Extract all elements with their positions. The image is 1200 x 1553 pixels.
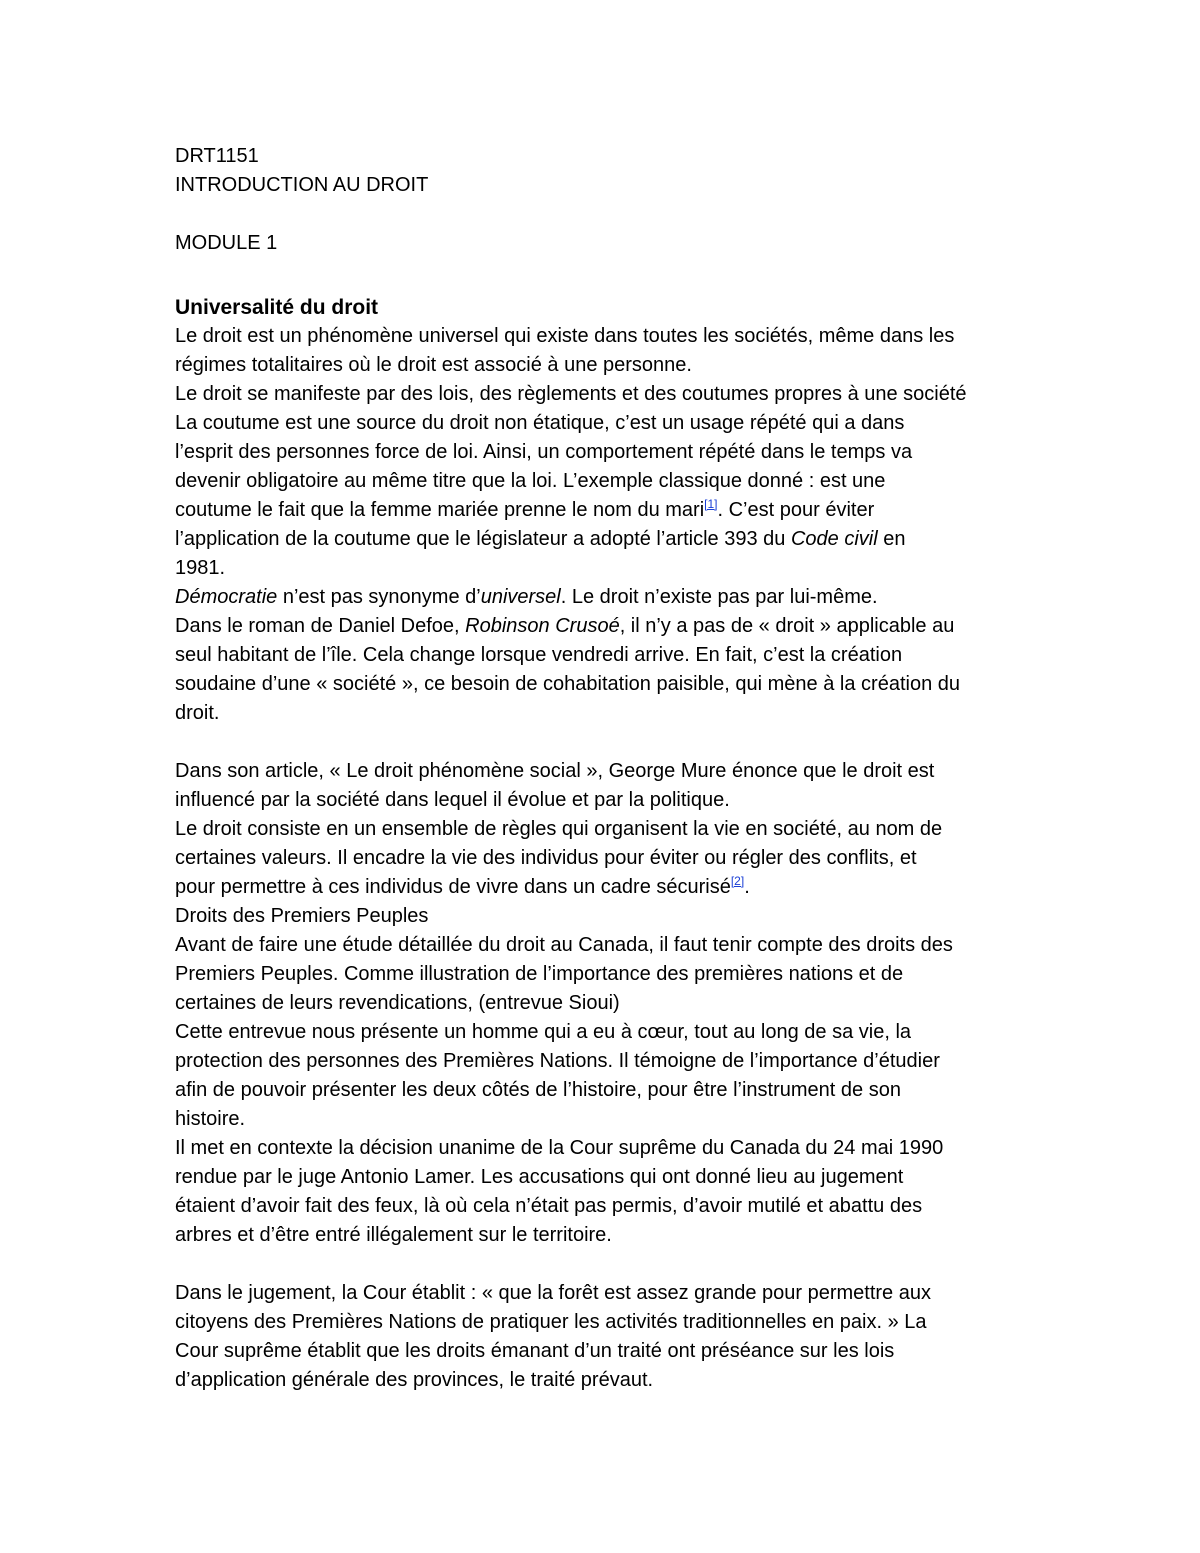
footnote-link-2[interactable]: [2] xyxy=(730,874,745,888)
text-line: Dans le jugement, la Cour établit : « que la forêt est assez grande pour permettre aux xyxy=(175,1282,931,1304)
text-line: Le droit est un phénomène universel qui existe dans toutes les sociétés, même dans les xyxy=(175,325,955,347)
text-line: arbres et d’être entré illégalement sur le territoire. xyxy=(175,1224,612,1246)
text-span: n’est pas synonyme d’ xyxy=(277,586,481,608)
text-line xyxy=(175,612,1035,641)
text-line: citoyens des Premières Nations de pratiquer les activités traditionnelles en paix. » La xyxy=(175,1311,927,1333)
text-line: certaines de leurs revendications, (entrevue Sioui) xyxy=(175,992,620,1014)
italic-democratie: Démocratie xyxy=(175,586,278,608)
text-line: soudaine d’une « société », ce besoin de cohabitation paisible, qui mène à la création du xyxy=(175,673,960,695)
text-span: Dans le roman de Daniel Defoe, xyxy=(175,615,466,637)
text-line: seul habitant de l’île. Cela change lorsque vendredi arrive. En fait, c’est la création xyxy=(175,644,903,666)
text-line: certaines valeurs. Il encadre la vie des individus pour éviter ou régler des conflits, et xyxy=(175,847,917,869)
italic-robinson-crusoe: Robinson Crusoé xyxy=(465,615,620,637)
text-span: . Le droit n’existe pas par lui-même. xyxy=(560,586,878,608)
text-span: en xyxy=(877,528,906,550)
italic-universel: universel xyxy=(480,586,561,608)
text-span: , il n’y a pas de « droit » applicable au xyxy=(619,615,955,637)
text-span: pour permettre à ces individus de vivre dans un cadre sécurisé xyxy=(175,876,731,898)
text-line: Cette entrevue nous présente un homme qui a eu à cœur, tout au long de sa vie, la xyxy=(175,1021,912,1043)
course-code: DRT1151 xyxy=(175,145,259,167)
text-span: . C’est pour éviter xyxy=(717,499,875,521)
spacer xyxy=(175,258,1035,287)
text-line: 1981. xyxy=(175,557,226,579)
text-line xyxy=(175,873,1035,902)
text-span: . xyxy=(744,876,750,898)
text-line: droit. xyxy=(175,702,220,724)
text-line: Dans son article, « Le droit phénomène social », George Mure énonce que le droit est xyxy=(175,760,935,782)
spacer xyxy=(175,200,1035,229)
text-line: influencé par la société dans lequel il évolue et par la politique. xyxy=(175,789,730,811)
text-line: La coutume est une source du droit non étatique, c’est un usage répété qui a dans xyxy=(175,412,905,434)
text-line: Avant de faire une étude détaillée du droit au Canada, il faut tenir compte des droits des xyxy=(175,934,953,956)
spacer xyxy=(175,1250,1035,1279)
body-text xyxy=(175,322,1035,1395)
footnote-link-1[interactable]: [1] xyxy=(704,497,718,511)
italic-code-civil: Code civil xyxy=(790,528,878,550)
text-span: l’application de la coutume que le législateur a adopté l’article 393 du xyxy=(175,528,791,550)
text-line xyxy=(175,583,1035,612)
text-line: Premiers Peuples. Comme illustration de l’importance des premières nations et de xyxy=(175,963,904,985)
subsection-label: Droits des Premiers Peuples xyxy=(175,905,429,927)
text-line: Il met en contexte la décision unanime de la Cour suprême du Canada du 24 mai 1990 xyxy=(175,1137,944,1159)
text-line: rendue par le juge Antonio Lamer. Les accusations qui ont donné lieu au jugement xyxy=(175,1166,904,1188)
text-span: coutume le fait que la femme mariée prenne le nom du mari xyxy=(175,499,705,521)
text-line: d’application générale des provinces, le traité prévaut. xyxy=(175,1369,654,1391)
text-line: histoire. xyxy=(175,1108,246,1130)
section-heading: Universalité du droit xyxy=(175,296,379,319)
spacer xyxy=(175,728,1035,757)
text-line: protection des personnes des Premières Nations. Il témoigne de l’importance d’étudier xyxy=(175,1050,940,1072)
module-label: MODULE 1 xyxy=(175,232,278,254)
text-line: Le droit consiste en un ensemble de règles qui organisent la vie en société, au nom de xyxy=(175,818,943,840)
text-line: étaient d’avoir fait des feux, là où cela n’était pas permis, d’avoir mutilé et abattu des xyxy=(175,1195,923,1217)
text-line: régimes totalitaires où le droit est associé à une personne. xyxy=(175,354,692,376)
text-line xyxy=(175,525,1035,554)
document-page xyxy=(175,142,1035,1395)
course-title: INTRODUCTION AU DROIT xyxy=(175,174,429,196)
text-line: afin de pouvoir présenter les deux côtés de l’histoire, pour être l’instrument de son xyxy=(175,1079,901,1101)
text-line: devenir obligatoire au même titre que la loi. L’exemple classique donné : est une xyxy=(175,470,886,492)
text-line: Cour suprême établit que les droits émanant d’un traité ont préséance sur les lois xyxy=(175,1340,895,1362)
text-line: Le droit se manifeste par des lois, des règlements et des coutumes propres à une société xyxy=(175,383,967,405)
text-line xyxy=(175,496,1035,525)
text-line: l’esprit des personnes force de loi. Ainsi, un comportement répété dans le temps va xyxy=(175,441,913,463)
